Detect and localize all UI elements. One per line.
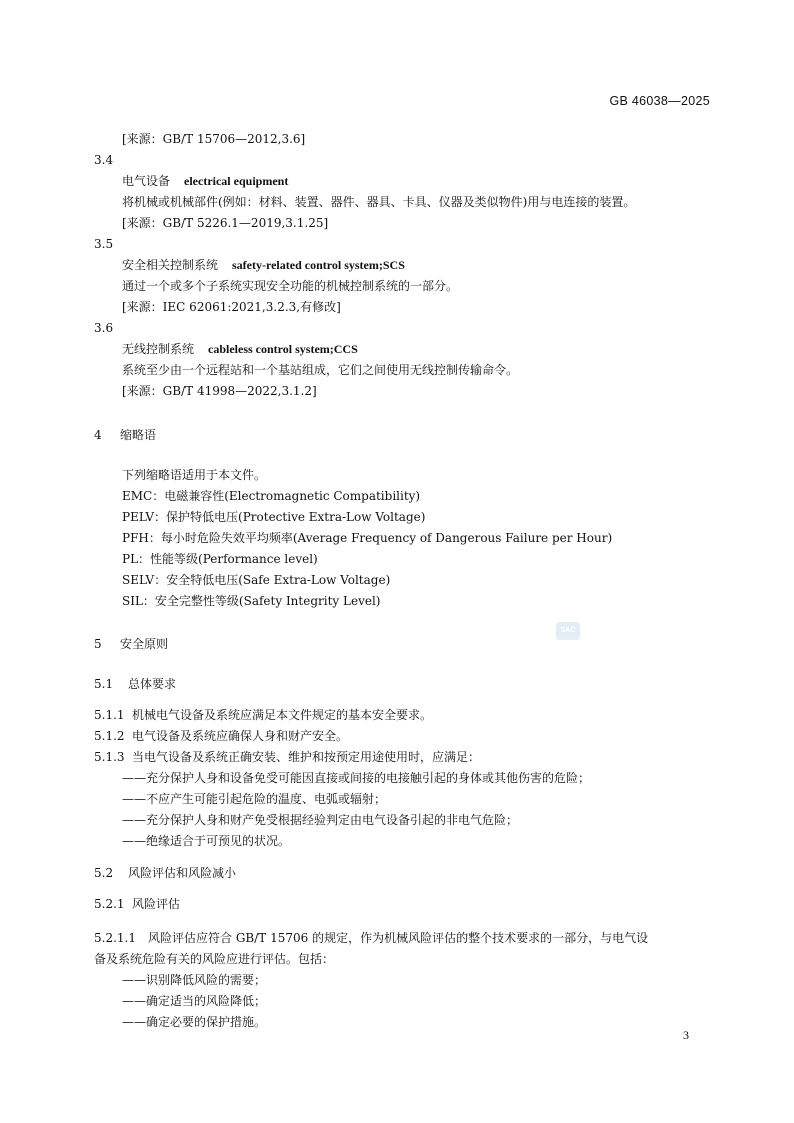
subsection-title: 风险评估 (132, 897, 181, 911)
term-number: 3.6 (94, 321, 114, 335)
list-item: ——识别降低风险的需要； (122, 973, 267, 987)
subsection-heading (94, 676, 176, 692)
sac-watermark: SAC (556, 622, 580, 640)
paragraph: 下列缩略语适用于本文件。 (122, 468, 267, 482)
clause-number: 5.2.1.1 (94, 931, 136, 945)
term-zh: 无线控制系统 (122, 342, 195, 356)
standard-number: GB 46038—2025 (609, 94, 710, 108)
clause (94, 707, 432, 723)
section-heading (94, 636, 168, 652)
subsection-title: 风险评估和风险减小 (128, 866, 237, 880)
list-item: ——不应产生可能引起危险的温度、电弧或辐射； (122, 792, 387, 806)
clause-number: 5.1.2 (94, 729, 125, 743)
clause (94, 749, 480, 765)
clause-number: 5.1.3 (94, 750, 125, 764)
page-number: 3 (683, 1028, 689, 1042)
subsection-number: 5.2.1 (94, 897, 125, 911)
clause-text-continued: 备及系统危险有关的风险应进行评估。包括： (94, 952, 335, 966)
term-en: electrical equipment (184, 174, 289, 188)
section-title: 安全原则 (120, 637, 169, 651)
term-number: 3.4 (94, 153, 114, 167)
term-heading (122, 341, 358, 357)
abbreviation-item: PL：性能等级(Performance level) (122, 552, 318, 566)
term-en: cableless control system;CCS (208, 342, 358, 356)
abbreviation-item: EMC：电磁兼容性(Electromagnetic Compatibility) (122, 489, 421, 503)
section-title: 缩略语 (120, 428, 157, 442)
subsection-number: 5.2 (94, 866, 114, 880)
subsection-heading (94, 896, 180, 912)
source-ref: [来源：GB/T 15706—2012,3.6] (122, 132, 306, 146)
section-number: 5 (94, 637, 102, 651)
source-ref: [来源：GB/T 5226.1—2019,3.1.25] (122, 216, 329, 230)
list-item: ——确定必要的保护措施。 (122, 1015, 267, 1029)
clause-text: 机械电气设备及系统应满足本文件规定的基本安全要求。 (132, 708, 433, 722)
term-definition: 将机械或机械部件(例如：材料、装置、器件、器具、卡具、仪器及类似物件)用与电连接的装置。 (122, 195, 636, 209)
section-heading (94, 427, 156, 443)
term-zh: 安全相关控制系统 (122, 258, 219, 272)
clause (94, 728, 348, 744)
term-definition: 系统至少由一个远程站和一个基站组成，它们之间使用无线控制传输命令。 (122, 363, 519, 377)
term-zh: 电气设备 (122, 174, 171, 188)
abbreviation-item: PELV：保护特低电压(Protective Extra-Low Voltage) (122, 510, 426, 524)
term-heading (122, 257, 405, 273)
subsection-number: 5.1 (94, 677, 114, 691)
term-number: 3.5 (94, 237, 114, 251)
list-item: ——充分保护人身和财产免受根据经验判定由电气设备引起的非电气危险； (122, 813, 519, 827)
list-item: ——确定适当的风险降低； (122, 994, 267, 1008)
source-ref: [来源：IEC 62061:2021,3.2.3,有修改] (122, 300, 341, 314)
source-ref: [来源：GB/T 41998—2022,3.1.2] (122, 384, 317, 398)
list-item: ——绝缘适合于可预见的状况。 (122, 834, 291, 848)
clause-number: 5.1.1 (94, 708, 125, 722)
clause (94, 930, 648, 946)
subsection-heading (94, 865, 236, 881)
clause-text: 电气设备及系统应确保人身和财产安全。 (132, 729, 349, 743)
subsection-title: 总体要求 (128, 677, 177, 691)
term-heading (122, 173, 288, 189)
term-definition: 通过一个或多个子系统实现安全功能的机械控制系统的一部分。 (122, 279, 459, 293)
term-en: safety-related control system;SCS (232, 258, 405, 272)
abbreviation-item: SELV：安全特低电压(Safe Extra-Low Voltage) (122, 573, 391, 587)
abbreviation-item: PFH：每小时危险失效平均频率(Average Frequency of Dangerous Failure per Hour) (122, 531, 613, 545)
clause-text: 风险评估应符合 GB/T 15706 的规定，作为机械风险评估的整个技术要求的一部分，与电气设 (148, 931, 649, 945)
section-number: 4 (94, 428, 102, 442)
list-item: ——充分保护人身和设备免受可能因直接或间接的电接触引起的身体或其他伤害的危险； (122, 771, 591, 785)
clause-text: 当电气设备及系统正确安装、维护和按预定用途使用时，应满足： (132, 750, 481, 764)
abbreviation-item: SIL：安全完整性等级(Safety Integrity Level) (122, 594, 381, 608)
